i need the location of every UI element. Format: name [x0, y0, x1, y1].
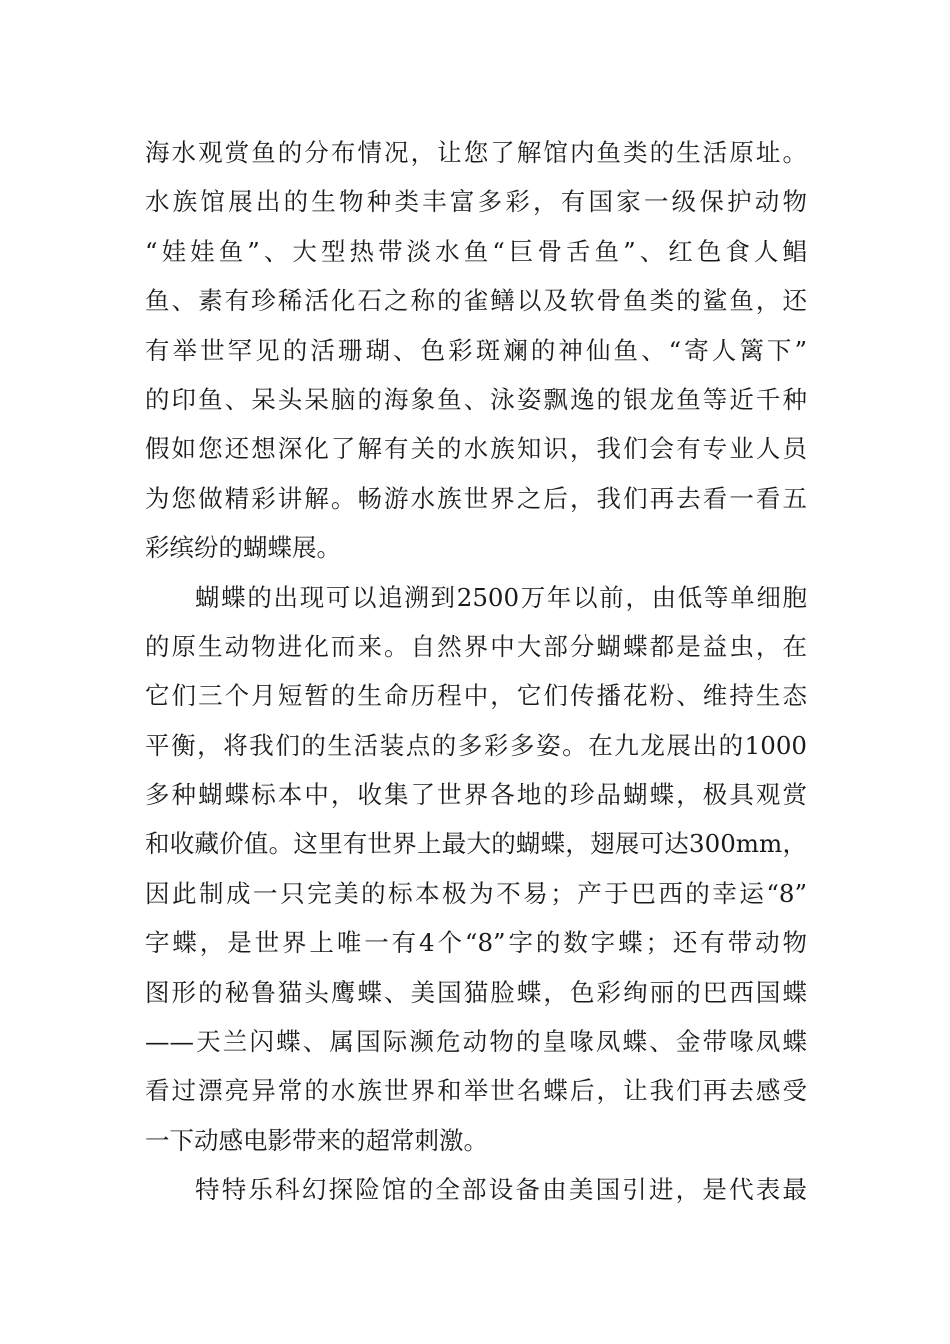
text-line: “娃娃鱼”、大型热带淡水鱼“巨骨舌鱼”、红色食人鲳 [145, 236, 807, 266]
text-line: 看过漂亮异常的水族世界和举世名蝶后，让我们再去感受 [145, 1076, 807, 1106]
text-line: 水族馆展出的生物种类丰富多彩，有国家一级保护动物 [145, 187, 807, 217]
text-line: 它们三个月短暂的生命历程中，它们传播花粉、维持生态 [145, 681, 807, 711]
text-line: 彩缤纷的蝴蝶展。 [145, 533, 341, 563]
text-line: 特特乐科幻探险馆的全部设备由美国引进，是代表最 [195, 1175, 807, 1205]
text-line: 平衡，将我们的生活装点的多彩多姿。在九龙展出的1000 [145, 730, 807, 760]
text-line: 一下动感电影带来的超常刺激。 [145, 1125, 488, 1155]
text-line: 海水观赏鱼的分布情况，让您了解馆内鱼类的生活原址。 [145, 138, 807, 167]
text-line: 的原生动物进化而来。自然界中大部分蝴蝶都是益虫，在 [145, 631, 807, 661]
text-line: 假如您还想深化了解有关的水族知识，我们会有专业人员 [145, 434, 807, 464]
text-line: 蝴蝶的出现可以追溯到2500万年以前，由低等单细胞 [195, 582, 807, 612]
text-line: 字蝶，是世界上唯一有4个“8”字的数字蝶；还有带动物 [145, 928, 807, 958]
text-line: 和收藏价值。这里有世界上最大的蝴蝶，翅展可达300mm， [145, 829, 807, 859]
text-line: 为您做精彩讲解。畅游水族世界之后，我们再去看一看五 [145, 483, 807, 513]
text-line: 的印鱼、呆头呆脑的海象鱼、泳姿飘逸的银龙鱼等近千种 [145, 384, 807, 414]
text-line: 有举世罕见的活珊瑚、色彩斑斓的神仙鱼、“寄人篱下” [145, 335, 807, 365]
text-line: ——天兰闪蝶、属国际濒危动物的皇喙凤蝶、金带喙凤蝶 [145, 1027, 807, 1057]
text-line: 因此制成一只完美的标本极为不易；产于巴西的幸运“8” [145, 878, 807, 908]
text-line: 鱼、素有珍稀活化石之称的雀鳝以及软骨鱼类的鲨鱼，还 [145, 286, 807, 316]
body-text [145, 128, 807, 1215]
text-line: 图形的秘鲁猫头鹰蝶、美国猫脸蝶，色彩绚丽的巴西国蝶 [145, 977, 807, 1007]
text-line: 多种蝴蝶标本中，收集了世界各地的珍品蝴蝶，极具观赏 [145, 780, 807, 810]
